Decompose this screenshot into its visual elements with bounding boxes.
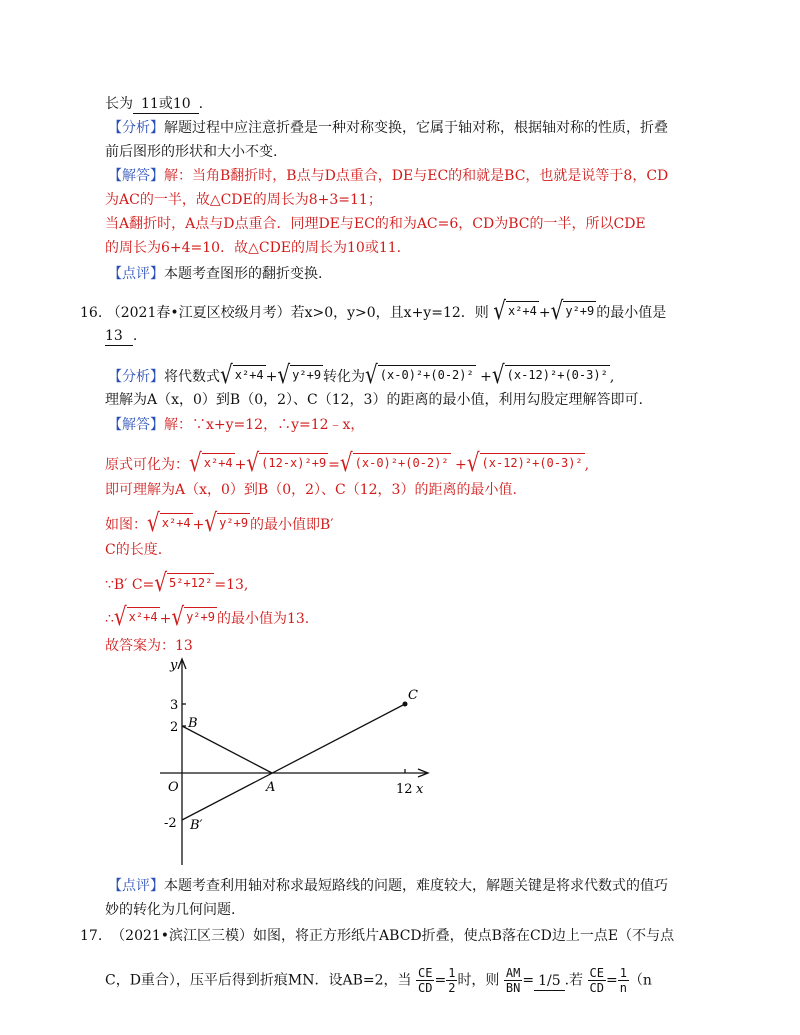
text: 的最小值是	[596, 305, 667, 321]
problem-text: （2021春•江夏区校级月考）若x>0，y>0，且x+y=12．则	[106, 305, 489, 321]
solution-text: 解：∵x+y=12，∴y=12﹣x，	[164, 417, 365, 433]
text: 时，则	[457, 972, 500, 989]
fraction-1-2	[446, 966, 457, 995]
problem-number: 17.	[80, 928, 103, 944]
radicand: (12-x)²+9	[259, 453, 328, 472]
analysis-tag: 【分析】	[108, 120, 164, 136]
segment-BprimeC	[182, 704, 405, 820]
denominator: n	[619, 981, 627, 995]
problem-number: 16.	[80, 305, 103, 321]
problem-text: （2021•滨江区三模）如图，将正方形纸片ABCD折叠，使点B落在CD边上一点E（不与点	[111, 928, 675, 944]
label-B: B	[188, 716, 198, 731]
text: =	[522, 972, 535, 989]
solution-text: 为AC的一半，故△CDE的周长为8+3=11；	[105, 192, 382, 208]
label-3: 3	[170, 698, 179, 713]
sqrt-expr: √ (12-x)²+9	[246, 447, 327, 477]
radicand: y²+9	[217, 513, 250, 532]
solution-16-l8	[105, 636, 193, 656]
numerator: 1	[619, 966, 627, 980]
fraction-ce-cd-2	[588, 966, 606, 995]
text: +	[538, 305, 551, 321]
text: 如图：	[105, 517, 147, 533]
radicand: (x-12)²+(0-3)²	[505, 365, 610, 384]
text: .若	[564, 972, 584, 989]
radicand: (x-12)²+(0-3)²	[480, 453, 585, 472]
comment-text: 本题考查利用轴对称求最短路线的问题，难度较大，解题关键是将求代数式的值巧	[164, 878, 668, 894]
text: 长为	[105, 96, 133, 112]
text: 原式可化为：	[105, 457, 189, 473]
sqrt-expr: √ x²+4	[493, 295, 537, 325]
text: =	[328, 457, 340, 473]
text: 转化为	[323, 369, 366, 385]
sqrt-expr: √ 5²+12²	[154, 567, 213, 597]
denominator: CD	[418, 981, 433, 995]
answer-value: 13	[105, 328, 123, 344]
solution-tag: 【解答】	[108, 417, 164, 433]
text: C，D重合），压平后得到折痕MN．设AB=2，当	[105, 972, 412, 989]
comment-tag: 【点评】	[108, 266, 164, 282]
radicand: x²+4	[233, 365, 266, 384]
sqrt-expr: √ y²+9	[204, 507, 249, 537]
sqrt-expr: √ y²+9	[550, 295, 595, 325]
solution-16-l4	[105, 507, 334, 537]
sqrt-expr: √ (x-12)²+(0-3)²	[491, 359, 608, 389]
solution-text: 解：当角B翻折时，B点与D点重合，DE与EC的和就是BC，也就是说等于8，CD	[164, 168, 669, 184]
sqrt-expr: √ y²+9	[171, 601, 215, 631]
solution-15-l4	[105, 238, 401, 258]
denominator: 2	[448, 981, 456, 995]
radicand: x²+4	[506, 301, 539, 320]
text: ,	[609, 369, 615, 385]
comment-16	[108, 876, 668, 896]
analysis-text: 前后图形的形状和大小不变.	[105, 144, 278, 160]
radicand: (x-0)²+(0-2)²	[353, 453, 451, 472]
sqrt-expr: √ x²+4	[220, 359, 264, 389]
analysis-16	[108, 359, 615, 389]
radicand: y²+9	[184, 607, 217, 626]
solution-16-l5	[105, 540, 162, 560]
label-x: x	[416, 782, 424, 797]
answer-blank	[534, 973, 565, 991]
numerator: CE	[589, 966, 604, 980]
label-12: 12	[396, 782, 413, 797]
answer-line-15	[105, 94, 203, 114]
point-C	[403, 702, 408, 707]
text: +	[480, 369, 492, 385]
text: =13,	[214, 577, 249, 593]
segment-BA	[182, 726, 272, 773]
text: 将代数式	[164, 369, 220, 385]
problem-17	[80, 926, 674, 946]
label-y: y	[170, 658, 178, 673]
text: .	[132, 328, 138, 344]
text: （n	[628, 972, 652, 989]
sqrt-expr: √ (x-0)²+(0-2)²	[365, 359, 474, 389]
coordinate-figure	[160, 655, 440, 870]
text: ∴	[105, 611, 114, 627]
problem-16	[80, 295, 667, 325]
fraction-am-bn	[504, 966, 522, 995]
radicand: x²+4	[127, 607, 160, 626]
radicand: y²+9	[290, 365, 323, 384]
label-C: C	[408, 688, 418, 703]
sqrt-expr: √ x²+4	[113, 601, 158, 631]
sqrt-expr: √ (x-0)²+(0-2)²	[339, 447, 449, 477]
label-A: A	[266, 780, 276, 795]
problem-17-l2: C，D重合），压平后得到折痕MN．设AB=2，当 $\frac{CE}{CD}$ = $\frac{1}{2}$ 时，则 $\frac{AM}{BN}$ = 1/5 .若 $\frac{CE}{CD}$ = $\frac{1}{n}$ （n	[105, 966, 652, 995]
text: +	[234, 457, 247, 473]
radicand: 5²+12²	[167, 573, 214, 592]
solution-text: 的周长为6+4=10．故△CDE的周长为10或11.	[105, 240, 402, 256]
label-minus2: -2	[164, 816, 177, 831]
sqrt-expr: √ (x-12)²+(0-3)²	[466, 447, 583, 477]
analysis-15-cont	[105, 142, 277, 162]
numerator: CE	[418, 966, 433, 980]
label-Bprime: B′	[190, 818, 203, 833]
solution-15	[108, 166, 668, 186]
analysis-text: 理解为A（x，0）到B（0，2）、C（12，3）的距离的最小值，利用勾股定理解答即可.	[105, 392, 643, 408]
solution-text: 当A翻折时，A点与D点重合．同理DE与EC的和为AC=6，CD为BC的一半，所以CDE	[105, 216, 646, 232]
answer-blank	[133, 96, 199, 114]
text: +	[192, 517, 205, 533]
comment-tag: 【点评】	[108, 878, 164, 894]
solution-text: 故答案为：13	[105, 638, 193, 654]
text: +	[455, 457, 467, 473]
radicand: x²+4	[202, 453, 235, 472]
radicand: y²+9	[563, 301, 596, 320]
text: +	[159, 611, 172, 627]
analysis-16-cont	[105, 390, 643, 410]
sqrt-expr: √ x²+4	[147, 507, 191, 537]
text: +	[265, 369, 278, 385]
text: ,	[584, 457, 590, 473]
text: 的最小值即B′	[250, 517, 334, 533]
fraction-ce-cd	[416, 966, 434, 995]
radicand: (x-0)²+(0-2)²	[378, 365, 476, 384]
solution-16-l3	[105, 480, 517, 500]
solution-16-l2	[105, 447, 590, 477]
denominator: CD	[589, 981, 604, 995]
label-O: O	[168, 780, 179, 795]
radicand: x²+4	[160, 513, 193, 532]
answer-blank	[105, 328, 133, 346]
solution-tag: 【解答】	[108, 168, 164, 184]
comment-text: 本题考查图形的翻折变换.	[164, 266, 323, 282]
sqrt-expr: √ x²+4	[189, 447, 233, 477]
answer-value: 11或10	[141, 96, 191, 112]
sqrt-expr: √ y²+9	[277, 359, 322, 389]
comment-15	[108, 264, 322, 284]
solution-16	[108, 415, 364, 435]
solution-16-l6	[105, 567, 249, 597]
analysis-15	[108, 118, 668, 138]
fraction-1-n	[618, 966, 629, 995]
comment-text: 妙的转化为几何问题.	[105, 902, 236, 918]
comment-16-cont	[105, 900, 235, 920]
solution-text: C的长度.	[105, 542, 163, 558]
solution-15-l2	[105, 190, 382, 210]
text: .	[198, 96, 204, 112]
text: ∵B′ C=	[105, 577, 155, 593]
numerator: 1	[448, 966, 456, 980]
analysis-tag: 【分析】	[108, 369, 164, 385]
text: 的最小值为13.	[216, 611, 310, 627]
answer-value: 1/5	[538, 972, 561, 989]
label-2: 2	[170, 720, 179, 735]
solution-15-l3	[105, 214, 646, 234]
analysis-text: 解题过程中应注意折叠是一种对称变换，它属于轴对称，根据轴对称的性质，折叠	[164, 120, 668, 136]
answer-line-16	[105, 326, 137, 346]
solution-16-l7	[105, 601, 310, 631]
denominator: BN	[505, 981, 521, 995]
solution-text: 即可理解为A（x，0）到B（0，2）、C（12，3）的距离的最小值.	[105, 482, 517, 498]
numerator: AM	[505, 966, 521, 980]
